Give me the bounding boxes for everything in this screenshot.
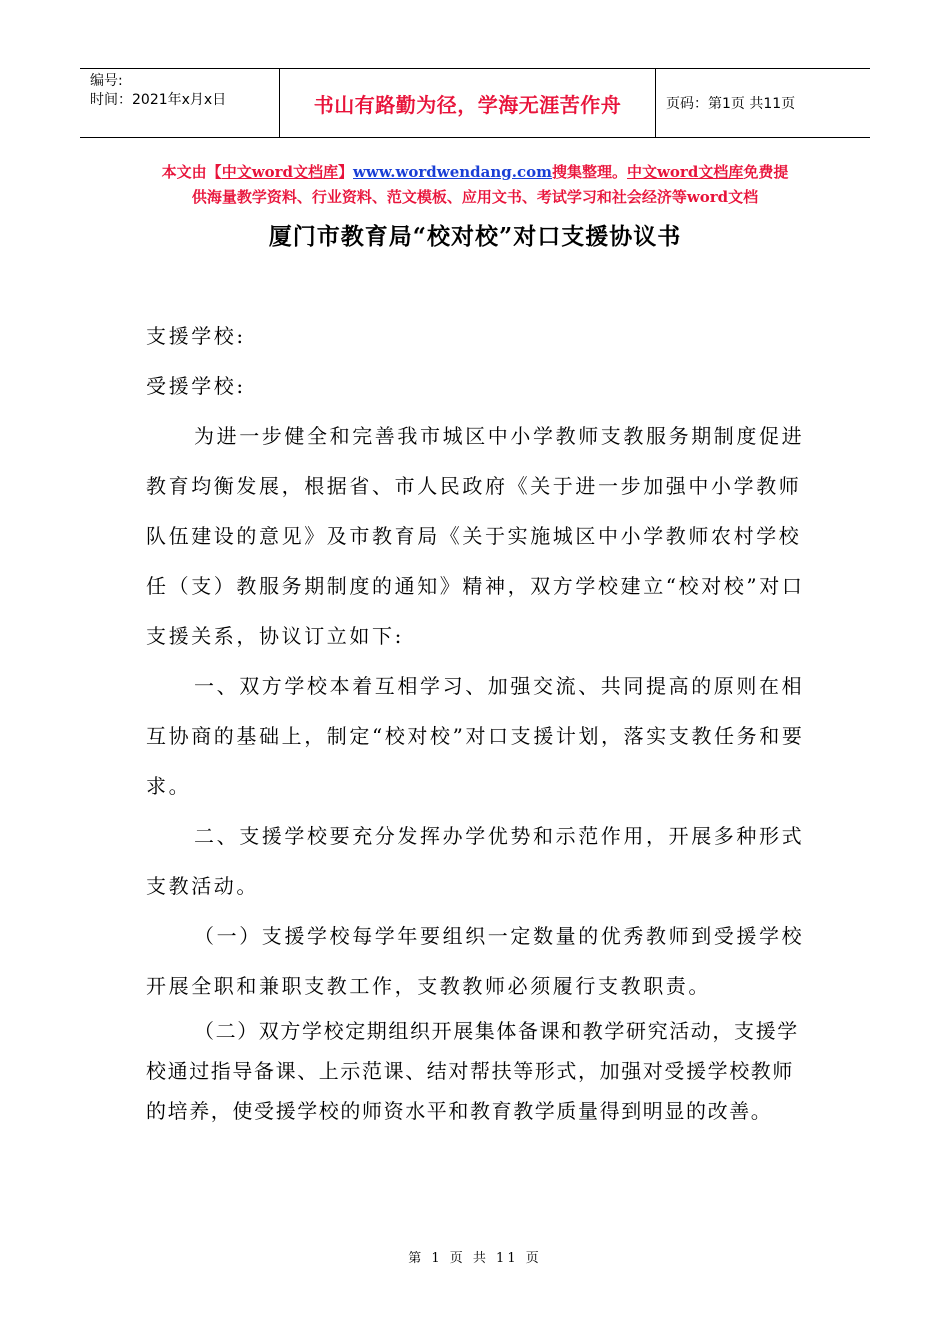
notice-text-c: 搜集整理。 <box>551 163 627 181</box>
sub-clause-1-paragraph: （一）支援学校每学年要组织一定数量的优秀教师到受援学校开展全职和兼职支教工作，支教教师必须履行支教职责。 <box>146 924 805 998</box>
page-footer: 第 1 页 共 11 页 <box>408 1251 542 1266</box>
document-title: 厦门市教育局“校对校”对口支援协议书 <box>268 223 682 250</box>
intro-paragraph: 为进一步健全和完善我市城区中小学教师支教服务期制度促进教育均衡发展，根据省、市人民政府《关于进一步加强中小学教师队伍建设的意见》及市教育局《关于实施城区中小学教师农村学校任（支）教服务期制度的通知》精神，双方学校建立“校对校”对口支援关系，协议订立如下: <box>146 424 805 648</box>
source-notice <box>100 160 850 210</box>
wordwendang-link[interactable]: 中文word文档库 <box>221 163 338 181</box>
document-body <box>146 311 808 1131</box>
header-meta-cell <box>80 69 280 137</box>
header-motto: 书山有路勤为径，学海无涯苦作舟 <box>280 69 656 137</box>
wordwendang-url-link[interactable]: www.wordwendang.com <box>353 163 552 181</box>
aided-school-field: 受援学校: <box>146 374 246 398</box>
notice-text-d: 免费提 <box>743 163 789 181</box>
source-notice-line2: 供海量教学资料、行业资料、范文模板、应用文书、考试学习和社会经济等word文档 <box>191 188 759 206</box>
support-school-field: 支援学校: <box>146 324 246 348</box>
wordwendang-link-2[interactable]: 中文word文档库 <box>627 163 744 181</box>
clause-2-paragraph: 二、支援学校要充分发挥办学优势和示范作用，开展多种形式支教活动。 <box>146 824 805 898</box>
notice-text-a: 本文由【 <box>161 163 222 181</box>
source-notice-line1 <box>100 160 850 185</box>
document-time-label: 时间：2021年x月x日 <box>90 92 227 108</box>
sub-clause-2-paragraph: （二）双方学校定期组织开展集体备课和教学研究活动，支援学校通过指导备课、上示范课、结对帮扶等形式，加强对受援学校教师的培养，使受援学校的师资水平和教育教学质量得到明显的改善。 <box>146 1019 799 1123</box>
notice-text-b: 】 <box>338 163 354 181</box>
document-number-label: 编号: <box>90 73 123 89</box>
header-table <box>80 68 870 138</box>
header-page-info: 页码：第1页 共11页 <box>666 96 796 112</box>
clause-1-paragraph: 一、双方学校本着互相学习、加强交流、共同提高的原则在相互协商的基础上，制定“校对校”对口支援计划，落实支教任务和要求。 <box>146 674 805 798</box>
